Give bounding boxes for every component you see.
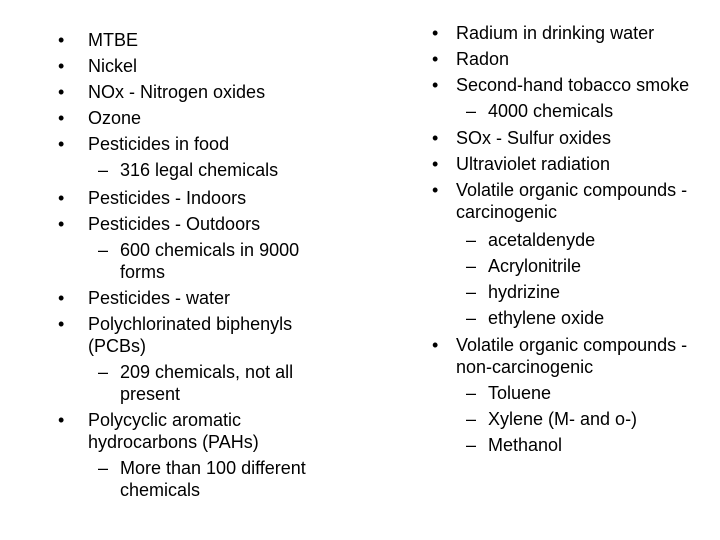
list-item	[58, 287, 348, 309]
bullet: •	[58, 314, 65, 334]
dash: –	[466, 230, 477, 250]
sub-list-item-text: ethylene oxide	[488, 308, 605, 328]
sub-list-item	[466, 281, 716, 303]
bullet: •	[58, 134, 65, 154]
list-item	[432, 22, 717, 44]
dash: –	[466, 101, 477, 121]
sub-list-item-text: Xylene (M- and o-)	[488, 409, 638, 429]
sub-list-item-text: More than 100 different chemicals	[120, 458, 306, 500]
sub-list-item	[466, 307, 716, 329]
bullet: •	[58, 82, 65, 102]
list-item	[58, 213, 348, 235]
list-item	[432, 127, 717, 149]
list-item	[432, 48, 717, 70]
sub-list-item	[466, 382, 716, 404]
list-item-text: Polycyclic aromatic hydrocarbons (PAHs)	[88, 410, 259, 452]
sub-list-item	[466, 100, 716, 122]
sub-list-item-text: 209 chemicals, not all present	[120, 362, 294, 404]
list-item-text: Polychlorinated biphenyls (PCBs)	[88, 314, 293, 356]
dash: –	[466, 308, 477, 328]
sub-list-item	[98, 239, 323, 283]
list-item	[58, 81, 348, 103]
list-item	[58, 313, 348, 357]
list-item-text: Volatile organic compounds - carcinogenic	[456, 180, 688, 222]
list-item	[432, 153, 717, 175]
bullet: •	[58, 30, 65, 50]
list-item-text: SOx - Sulfur oxides	[456, 128, 612, 148]
sub-list-item-text: Methanol	[488, 435, 563, 455]
list-item	[432, 179, 720, 223]
bullet: •	[58, 108, 65, 128]
sub-list-item	[98, 457, 338, 501]
list-item	[58, 133, 348, 155]
dash: –	[98, 240, 109, 260]
sub-list-item-text: hydrizine	[488, 282, 561, 302]
dash: –	[466, 435, 477, 455]
dash: –	[98, 458, 109, 478]
dash: –	[466, 256, 477, 276]
list-item-text: NOx - Nitrogen oxides	[88, 82, 266, 102]
bullet: •	[432, 335, 439, 355]
list-item-text: Radon	[456, 49, 510, 69]
bullet: •	[432, 49, 439, 69]
list-item	[58, 409, 298, 453]
sub-list-item	[466, 255, 716, 277]
dash: –	[466, 282, 477, 302]
dash: –	[98, 160, 109, 180]
bullet: •	[432, 75, 439, 95]
bullet: •	[58, 56, 65, 76]
list-item-text: Ozone	[88, 108, 142, 128]
list-item	[432, 74, 720, 96]
list-item	[432, 334, 720, 378]
list-item-text: Volatile organic compounds - non-carcinogenic	[456, 335, 688, 377]
bullet: •	[432, 154, 439, 174]
list-item-text: Nickel	[88, 56, 138, 76]
list-item	[58, 187, 348, 209]
bullet: •	[58, 188, 65, 208]
bullet: •	[58, 288, 65, 308]
bullet: •	[58, 410, 65, 430]
list-item-text: MTBE	[88, 30, 139, 50]
sub-list-item	[98, 361, 328, 405]
sub-list-item-text: Toluene	[488, 383, 552, 403]
list-item-text: Pesticides - Indoors	[88, 188, 247, 208]
bullet: •	[432, 128, 439, 148]
list-item-text: Pesticides in food	[88, 134, 230, 154]
list-item-text: Radium in drinking water	[456, 23, 655, 43]
bullet: •	[432, 180, 439, 200]
dash: –	[466, 409, 477, 429]
dash: –	[466, 383, 477, 403]
sub-list-item	[98, 159, 348, 181]
sub-list-item-text: acetaldenyde	[488, 230, 596, 250]
bullet: •	[58, 214, 65, 234]
dash: –	[98, 362, 109, 382]
sub-list-item-text: 316 legal chemicals	[120, 160, 279, 180]
sub-list-item	[466, 434, 716, 456]
list-item	[58, 107, 348, 129]
list-item-text: Ultraviolet radiation	[456, 154, 611, 174]
sub-list-item-text: 600 chemicals in 9000 forms	[120, 240, 300, 282]
sub-list-item-text: 4000 chemicals	[488, 101, 614, 121]
sub-list-item-text: Acrylonitrile	[488, 256, 582, 276]
sub-list-item	[466, 229, 716, 251]
list-item-text: Pesticides - Outdoors	[88, 214, 261, 234]
list-item-text: Pesticides - water	[88, 288, 231, 308]
list-item-text: Second-hand tobacco smoke	[456, 75, 690, 95]
list-item	[58, 29, 348, 51]
sub-list-item	[466, 408, 716, 430]
list-item	[58, 55, 348, 77]
bullet: •	[432, 23, 439, 43]
